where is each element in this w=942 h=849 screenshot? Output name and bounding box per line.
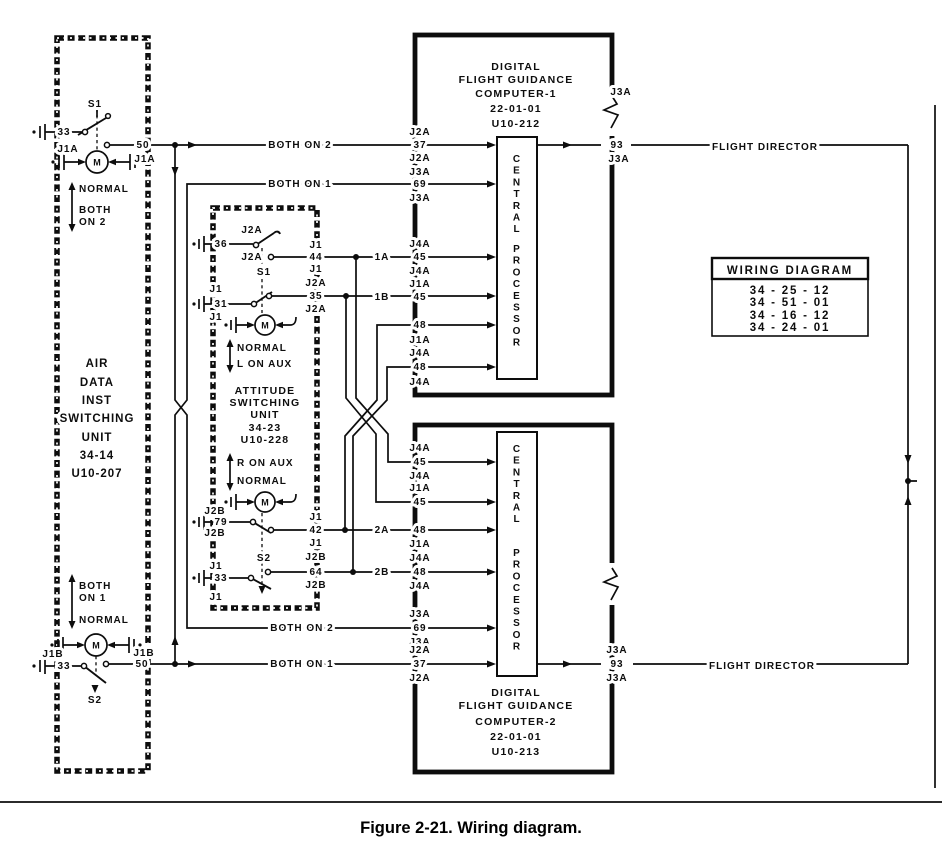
- position-label: NORMAL: [79, 615, 129, 626]
- switch-label: S1: [256, 267, 272, 278]
- ref-item: 34 - 24 - 01: [749, 322, 831, 334]
- motor-terminal-dot: [50, 643, 53, 646]
- position-label: NORMAL: [79, 184, 129, 195]
- motor-terminal-dot: [224, 500, 227, 503]
- computer-title-line: DIGITAL: [491, 687, 541, 699]
- unit-title-line: SWITCHING: [229, 397, 301, 409]
- connector-label: J2A: [241, 252, 263, 263]
- contact-icon: [104, 142, 109, 147]
- computer-title-line: 22-01-01: [490, 103, 542, 115]
- contact-icon: [266, 293, 271, 298]
- computer-title-line: U10-212: [491, 118, 541, 130]
- terminal-thin-bars: [45, 124, 204, 674]
- connector-label: J4A: [409, 471, 431, 482]
- terminal-dot: [192, 302, 195, 305]
- unit-title-line: 34-23: [248, 422, 282, 434]
- ref-item: 34 - 16 - 12: [749, 310, 831, 322]
- pin-label: 93: [610, 659, 624, 670]
- computer-title-line: FLIGHT GUIDANCE: [458, 700, 574, 712]
- wires: [45, 105, 935, 788]
- blade-curl: [274, 232, 280, 234]
- unit-title-line: SWITCHING: [59, 413, 135, 425]
- connector-label: J2A: [305, 278, 327, 289]
- position-label: NORMAL: [237, 343, 287, 354]
- ref-item: 34 - 25 - 12: [749, 285, 831, 297]
- ref-box-title: WIRING DIAGRAM: [726, 265, 854, 277]
- wire-label: 1B: [374, 292, 390, 303]
- pin-label: 37: [413, 140, 427, 151]
- computer-title-line: COMPUTER-2: [475, 716, 557, 728]
- pin-label: 45: [413, 252, 427, 263]
- pin-label: 93: [610, 140, 624, 151]
- pin-label: 42: [309, 525, 323, 536]
- unit-title-line: U10-228: [240, 434, 290, 446]
- connector-label: J1: [209, 561, 223, 572]
- connector-label: J1: [309, 264, 323, 275]
- contact-icon: [82, 129, 87, 134]
- pin-label: 33: [57, 661, 71, 672]
- terminal-dot: [32, 130, 35, 133]
- connector-label: J2A: [241, 225, 263, 236]
- unit-title-line: AIR: [85, 358, 109, 370]
- computer-title-line: 22-01-01: [490, 731, 542, 743]
- pin-label: 69: [413, 179, 427, 190]
- pin-label: 48: [413, 525, 427, 536]
- connector-label: J1: [209, 284, 223, 295]
- caption-text: Figure 2-21. Wiring diagram.: [360, 819, 582, 837]
- position-label: NORMAL: [237, 476, 287, 487]
- terminal-dot: [192, 576, 195, 579]
- position-label: L ON AUX: [237, 359, 293, 370]
- connector-label: J3A: [608, 154, 630, 165]
- connector-label: J4A: [409, 377, 431, 388]
- motor-hook-leads: [290, 317, 296, 502]
- connector-label: J2A: [409, 673, 431, 684]
- unit-title-line: UNIT: [81, 432, 113, 444]
- unit-title-line: INST: [81, 395, 113, 407]
- pin-label: 48: [413, 567, 427, 578]
- contact-icon: [248, 575, 253, 580]
- connector-label: J1B: [42, 649, 64, 660]
- connector-label: J1: [209, 592, 223, 603]
- connector-label: J2B: [204, 528, 226, 539]
- contact-icon: [103, 661, 108, 666]
- junction-dot: [172, 142, 178, 148]
- terminal-dot: [192, 242, 195, 245]
- junction-dot: [172, 661, 178, 667]
- connector-label: J2A: [409, 127, 431, 138]
- pin-label: 31: [214, 299, 228, 310]
- terminal-dot: [192, 520, 195, 523]
- wire-label: BOTH ON 1: [270, 659, 334, 670]
- both-on-2-riser: [175, 145, 489, 628]
- wire-label: FLIGHT DIRECTOR: [709, 661, 815, 672]
- wire-label: 1A: [374, 252, 390, 263]
- pin-label: 33: [57, 127, 71, 138]
- connector-label: J2A: [409, 645, 431, 656]
- position-label: BOTH: [79, 581, 112, 592]
- contact-icon: [265, 569, 270, 574]
- pin-label: 48: [413, 362, 427, 373]
- contact-icon: [253, 242, 258, 247]
- pin-label: 45: [413, 292, 427, 303]
- junction-dot: [342, 527, 348, 533]
- pin-label: 44: [309, 252, 323, 263]
- terminal-dot: [32, 664, 35, 667]
- cp-vertical-text: C E N T R A L: [512, 444, 522, 526]
- switch-label: S2: [256, 553, 272, 564]
- wire-label: FLIGHT DIRECTOR: [712, 142, 818, 153]
- connector-label: J3A: [409, 609, 431, 620]
- connector-label: J1A: [57, 144, 79, 155]
- bus-labels: [268, 140, 818, 672]
- connector-label: J1B: [133, 648, 155, 659]
- figure-caption: [0, 802, 942, 837]
- cp-vertical-text: P R O C E S S O R: [512, 548, 522, 653]
- cp-output-arrows: [563, 142, 572, 668]
- switch-label: S1: [87, 99, 103, 110]
- pin-label: 79: [214, 517, 228, 528]
- connector-label: J2B: [204, 506, 226, 517]
- connector-label: J4A: [409, 239, 431, 250]
- junction-dot: [343, 293, 349, 299]
- connector-label: J4A: [409, 443, 431, 454]
- motor-terminal-dot: [51, 160, 54, 163]
- computer-title-line: FLIGHT GUIDANCE: [458, 74, 574, 86]
- ref-item: 34 - 51 - 01: [749, 297, 831, 309]
- pin-label: 50: [136, 140, 150, 151]
- connector-label: J2B: [305, 552, 327, 563]
- junction-dot: [905, 478, 911, 484]
- unit-title-line: ATTITUDE: [234, 385, 296, 397]
- junction-dot: [350, 569, 356, 575]
- pin-label: 64: [309, 567, 323, 578]
- connector-label: J1: [209, 312, 223, 323]
- attitude-unit: [204, 225, 326, 603]
- contact-icon: [268, 527, 273, 532]
- connector-label: J1: [309, 512, 323, 523]
- connector-label: J4A: [409, 553, 431, 564]
- connector-label: J1: [309, 538, 323, 549]
- connector-label: J1A: [134, 154, 156, 165]
- unit-title-line: UNIT: [250, 409, 280, 421]
- position-label: BOTH: [79, 205, 112, 216]
- pin-label: 45: [413, 457, 427, 468]
- pin-label: 37: [413, 659, 427, 670]
- unit-title-line: U10-207: [71, 468, 123, 480]
- connector-label: J2B: [305, 580, 327, 591]
- dfgc2: [409, 443, 627, 758]
- dfgc1: [409, 61, 631, 388]
- connector-label: J2A: [305, 304, 327, 315]
- connector-label: J1A: [409, 335, 431, 346]
- unit-title-line: 34-14: [79, 450, 115, 462]
- connector-label: J4A: [409, 266, 431, 277]
- computer-title-line: DIGITAL: [491, 61, 541, 73]
- computer-title-line: U10-213: [491, 746, 541, 758]
- motor-terminal-dot: [138, 643, 141, 646]
- connector-label: J1: [309, 240, 323, 251]
- wiring-diagram-ref: [712, 258, 868, 336]
- pin-label: 35: [309, 291, 323, 302]
- connector-label: J1A: [409, 483, 431, 494]
- connector-label: J3A: [409, 167, 431, 178]
- connector-label: J1A: [409, 279, 431, 290]
- motor-letter: M: [261, 497, 269, 508]
- connector-label: J4A: [409, 581, 431, 592]
- connector-label: J3A: [606, 645, 628, 656]
- pin-label: 69: [413, 623, 427, 634]
- connector-label: J3A: [610, 87, 632, 98]
- connector-label: J2A: [409, 153, 431, 164]
- motor-terminal-dot: [224, 323, 227, 326]
- wire-label: 2A: [374, 525, 390, 536]
- contact-icon: [251, 301, 256, 306]
- contact-icon: [250, 519, 255, 524]
- pin-label: 48: [413, 320, 427, 331]
- position-label: ON 1: [79, 593, 107, 604]
- connector-label: J1A: [409, 539, 431, 550]
- junction-dot: [353, 254, 359, 260]
- contact-icon: [81, 663, 86, 668]
- pin-label: 36: [214, 239, 228, 250]
- pin-label: 33: [214, 573, 228, 584]
- pin-label: 45: [413, 497, 427, 508]
- connector-label: J4A: [409, 348, 431, 359]
- switch-label: S2: [87, 695, 103, 706]
- wire-label: 2B: [374, 567, 390, 578]
- cp2-entry-arrows: [487, 459, 496, 668]
- connector-label: J3A: [606, 673, 628, 684]
- contact-icon: [268, 254, 273, 259]
- motor-letter: M: [92, 640, 100, 651]
- wire-label: BOTH ON 1: [268, 179, 332, 190]
- connector-label: J3A: [409, 193, 431, 204]
- position-label: ON 2: [79, 217, 107, 228]
- wire-label: BOTH ON 2: [268, 140, 332, 151]
- contact-icon: [106, 114, 111, 119]
- pin-label: 50: [135, 659, 149, 670]
- wire-label: BOTH ON 2: [270, 623, 334, 634]
- position-label: R ON AUX: [237, 458, 294, 469]
- cp1-entry-arrows: [487, 142, 496, 371]
- cp-vertical-text: C E N T R A L: [512, 154, 522, 236]
- motor-letter: M: [93, 157, 101, 168]
- computer-title-line: COMPUTER-1: [475, 88, 557, 100]
- unit-title-line: DATA: [79, 377, 115, 389]
- connector-label: J3A: [409, 637, 431, 648]
- motor-letter: M: [261, 320, 269, 331]
- cp-vertical-text: P R O C E S S O R: [512, 244, 522, 349]
